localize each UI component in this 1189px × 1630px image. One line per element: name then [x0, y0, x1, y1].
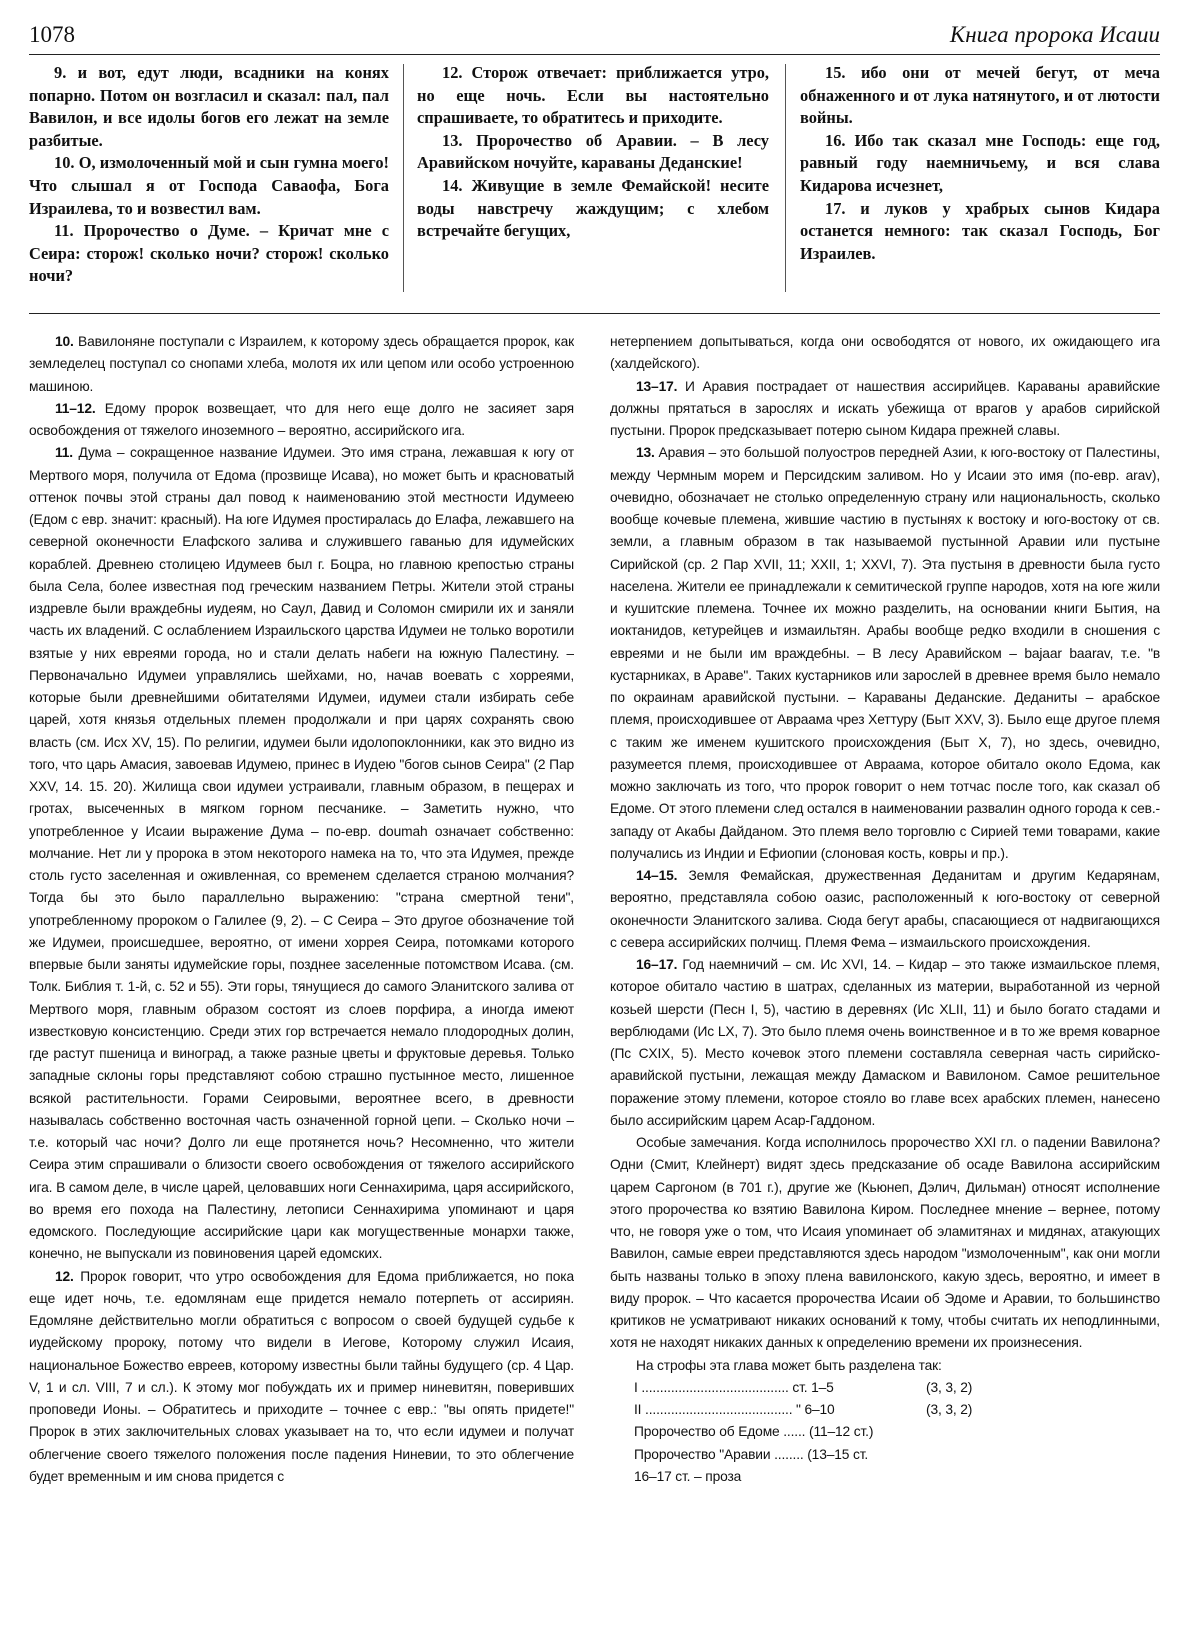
- verse: 17. и луков у храбрых сынов Кидара останется немного: так сказал Господь, Бог Израилев.: [800, 198, 1160, 263]
- verse-ref: 12.: [55, 1268, 74, 1284]
- commentary-text: нетерпением допытываться, когда они освободятся от нового, их ожидающего ига (халдейского).: [610, 334, 1160, 372]
- header-rule: [29, 54, 1160, 55]
- verse: 15. ибо они от мечей бегут, от меча обнаженного и от лука натянутого, и от лютости войны.: [800, 63, 1160, 128]
- commentary-paragraph: [29, 331, 574, 398]
- scripture-column-2: [417, 62, 769, 308]
- page-number: 1078: [29, 22, 75, 47]
- verse-ref: 13–17.: [636, 378, 678, 394]
- strophe-label: I ........................................ ст. 1–5: [634, 1379, 834, 1395]
- strophe-label: II ........................................ " 6–10: [634, 1402, 835, 1417]
- commentary-paragraph: [610, 376, 1160, 443]
- scripture-column-1: [29, 62, 389, 308]
- commentary-paragraph: [610, 442, 1160, 865]
- commentary-paragraph: [610, 1355, 1160, 1377]
- verse-ref: 11.: [55, 445, 73, 461]
- section-rule: [29, 313, 1160, 314]
- verse: 16. Ибо так сказал мне Господь: еще год, равный году наемничьему, и вся слава Кидарова исчезнет,: [800, 130, 1160, 195]
- strophe-row: [634, 1399, 1160, 1421]
- commentary-paragraph: [29, 1266, 574, 1489]
- running-title: Книга пророка Исаии: [949, 22, 1160, 47]
- verse-ref: 11–12.: [55, 400, 96, 416]
- commentary-paragraph: [610, 331, 1160, 376]
- scripture-column-3: [800, 62, 1160, 308]
- page-header: [29, 20, 1160, 54]
- strophe-label: 16–17 ст. – проза: [634, 1468, 742, 1484]
- strophe-row: [634, 1421, 1160, 1443]
- strophe-label: Пророчество об Едоме ...... (11–12 ст.): [634, 1424, 874, 1440]
- commentary-column-right: [610, 331, 1160, 1621]
- strophe-table: [634, 1377, 1160, 1488]
- verse-ref: 14–15.: [636, 868, 678, 883]
- commentary-text: На строфы эта глава может быть разделена так:: [636, 1357, 942, 1373]
- verse-ref: 13.: [636, 445, 655, 461]
- commentary-text: Аравия – это большой полуостров передней Азии, к юго-востоку от Палестины, между Чермным морем и Персидским заливом. Но у Исаии это имя (по-евр. arav), очевидно, обозначает не столько определенную страну или национальность, сколько вообще кочевые племена, жившие частию в пустынях к востоку и юго-востоку от св. земли, а главным образом в так называемой пустынной Аравии или пустыне Сирийской (ср. 2 Пар XVII, 11; XXII, 1; XXVI, 7). Эта пустыня в древности была густо населена. Жители ее принадлежали к семитической группе народов, хотя на юге жили и кушитские племена. Точнее их можно разделить, на основании книги Бытия, на иоктанидов, кетурейцев и измаильтян. Арабы вообще редко входили в сношения с евреями и не были им враждебны. – В лесу Аравийском – bajaar baarav, т.е. "в кустарниках, в Араве". Таких кустарников или зарослей в древнее время было немало по окраинам аравийской пустыни. – Караваны Деданские. Деданиты – арабское племя, происходившее от Авраама чрез Хеттуру (Быт XXV, 3). Было еще другое племя с таким же именем кушитского происхождения (Быт X, 7), но здесь, очевидно, разумеется племя, происходившее от Авраама, которое обитало около Едома, как можно заключать из того, что пророк говорит о нем тотчас после того, как сказал об Едоме. От этого племени след остался в наименовании развалин одного города к сев.-западу от Акабы Дайданом. Это племя вело торговлю с Сирией теми товарами, какие получались из Индии и Ефиопии (слоновая кость, ковры и пр.).: [610, 445, 1160, 861]
- commentary-column-left: [29, 331, 574, 1621]
- strophe-pattern: (3, 3, 2): [926, 1402, 973, 1417]
- commentary-paragraph: [29, 398, 574, 443]
- strophe-row: [634, 1444, 1160, 1466]
- verse: 12. Сторож отвечает: приближается утро, но еще ночь. Если вы настоятельно спрашиваете, то обратитесь и приходите.: [417, 63, 769, 128]
- verse: 10. О, измолоченный мой и сын гумна моего! Что слышал я от Господа Саваофа, Бога Израилева, то и возвестил вам.: [29, 153, 389, 218]
- column-separator: [403, 64, 404, 292]
- commentary-text: И Аравия пострадает от нашествия ассирийцев. Караваны аравийские должны прятаться в зарослях и искать убежища от врагов у арабов сирийской пустыни. Пророк предсказывает потерю сыном Кидара прежней славы.: [610, 378, 1160, 438]
- column-separator: [785, 64, 786, 292]
- strophe-pattern: (3, 3, 2): [926, 1379, 973, 1395]
- commentary-text: Особые замечания. Когда исполнилось пророчество XXI гл. о падении Вавилона? Одни (Смит, Клейнерт) видят здесь предсказание об осаде Вавилона ассирийским царем Саргоном (в 701 г.), другие же (Кьюнеп, Дэлич, Дильман) относят исполнение этого пророчества ко взятию Вавилона Киром. Последнее мнение – вернее, потому что, не говоря уже о том, что Исаия упоминает об эламитянах и мидянах, атакующих Вавилон, самые евреи представляются здесь народом "измолоченным", как они могли быть названы только в эпоху плена вавилонского, какую здесь, вероятно, и имеет в виду пророк. – Что касается пророчества Исаии об Эдоме и Аравии, то большинство критиков не усматривают никаких оснований к тому, чтобы считать их неподлинными, хотя не находят никаких данных к определению времени их произнесения.: [610, 1135, 1160, 1351]
- commentary-paragraph: [610, 954, 1160, 1132]
- commentary-text: Земля Фемайская, дружественная Деданитам и другим Кедарянам, вероятно, представляла собою оазис, расположенный к юго-востоку от северной оконечности Эланитского залива. Сюда бегут арабы, спасающиеся от надвигающихся с севера ассирийских полчищ. Племя Фема – измаильского происхождения.: [610, 868, 1160, 950]
- strophe-row: [634, 1377, 1160, 1399]
- verse: 14. Живущие в земле Фемайской! несите воды навстречу жаждущим; с хлебом встречайте бегущих,: [417, 175, 769, 241]
- strophe-label: Пророчество "Аравии ........ (13–15 ст.: [634, 1446, 869, 1462]
- commentary-text: Дума – сокращенное название Идумеи. Это имя страна, лежавшая к югу от Мертвого моря, получила от Едома (прозвище Исава), но может быть и красноватый оттенок почвы этой страны дал повод к наименованию этой местности Идумеею (Едом с евр. значит: красный). На юге Идумея простиралась до Елафа, лежавшего на северной оконечности Елафского залива и служившего гаванью для идумейских кораблей. Древнею столицею Идумеев был г. Боцра, но главною крепостью страны была Села, более известная под греческим названием Петры. Жители этой страны издревле были враждебны иудеям, но Саул, Давид и Соломон смирили их и заняли часть их владений. С ослаблением Израильского царства Идумеи не только воротили взятые у них евреями города, но и стали делать набеги на южную Палестину. – Первоначально Идумеи управлялись шейхами, но, начав воевать с хорреями, которые были древнейшими обитателями Идумеи, идумеи стали избирать себе царей, хотя князья отдельных племен продолжали и при царях сохранять свою власть (см. Исх XV, 15). По религии, идумеи были идолопоклонники, как это видно из того, что царь Амасия, завоевав Идумею, принес в Иудею "богов сынов Сеира" (2 Пар XXV, 14. 15. 20). Жилища свои идумеи устраивали, главным образом, в пещерах и гротах, высеченных в мягком горном песчанике. – Заметить нужно, что употребленное у Исаии выражение Дума – по-евр. doumah означает собственно: молчание. Нет ли у пророка в этом некоторого намека на то, что эта Идумея, прежде столь густо заселенная и оживленная, со временем сделается страною молчания? Тогда бы это было параллельно выражению: "страна смертной тени", употребленному пророком о Галилее (9, 2). – С Сеира – Это другое обозначение той же Идумеи, происшедшее, вероятно, от имени хоррея Сеира, потомками которого впервые были заняты идумейские горы, позднее заселенные потомством Исава. (см. Толк. Библия т. 1-й, с. 52 и 55). Эти горы, тянущиеся до самого Эланитского залива от Мертвого моря, главным образом состоят из слоев порфира, а иногда имеют известковую консистенцию. Среди этих гор встречается немало плодородных долин, где растут пшеница и виноград, а также разные цветы и фруктовые деревья. Только западные склоны горы представляют собою страшно пустынное место, лишенное всякой растительности. Горами Сеировыми, вероятнее всего, в древности называлась собственно восточная часть означенной горной цепи. – Сколько ночи – т.е. который час ночи? Долго ли еще протянется ночь? Несомненно, что жители Сеира этим спрашивали о близости своего освобождения от тяжелого ассирийского ига. В самом деле, в числе царей, целовавших ноги Сеннахирима, царя ассирийского, во время его похода на Палестину, летописи Сеннахирима упоминают и царя едомского. Последующие ассирийские цари как могущественные монархи также, конечно, не выпускали из повиновения царей едомских.: [29, 445, 574, 1262]
- verse: 11. Пророчество о Думе. – Кричат мне с Сеира: сторож! сколько ночи? сторож! сколько ночи?: [29, 221, 389, 286]
- commentary-paragraph: [610, 1132, 1160, 1355]
- commentary-paragraph: [29, 442, 574, 1265]
- verse: 9. и вот, едут люди, всадники на конях попарно. Потом он возгласил и сказал: пал, пал Вавилон, и все идолы богов его лежат на земле разбитые.: [29, 63, 389, 150]
- commentary-text: Пророк говорит, что утро освобождения для Едома приближается, но пока еще идет ночь, т.е. едомлянам еще придется немало потерпеть от ассириян. Едомляне действительно могли обратиться с вопросом о своей будущей судьбе к иудейскому пророку, потому что видели в Иегове, Которому служил Исаия, национальное Божество евреев, которому известны были тайны будущего (ср. 4 Цар. V, 1 и сл. VIII, 7 и сл.). К этому мог побуждать их и пример ниневитян, поверивших проповеди Ионы. – Обратитесь и приходите – точнее с евр.: "вы опять придете!" Пророк в этих заключительных словах указывает на то, что если идумеи и получат облегчение своего тяжелого положения после падения Ниневии, то это облегчение будет временным и им снова придется с: [29, 1268, 574, 1484]
- verse: 13. Пророчество об Аравии. – В лесу Аравийском ночуйте, караваны Деданские!: [417, 130, 769, 173]
- commentary-text: Год наемничий – см. Ис XVI, 14. – Кидар – это также измаильское племя, которое обитало частию в шатрах, сделанных из материи, выработанной из черной козьей шерсти (Песн I, 5), частию в деревнях (Ис XLII, 11) и было богато стадами и верблюдами (Ис LX, 7). Это было племя очень воинственное и в то же время коварное (Пс CXIX, 5). Место кочевок этого племени составляла северная часть сирийско-аравийской пустыни, лежащая между Дамаском и Вавилоном. Самое решительное поражение этому племени, которое стояло во главе всех арабских племен, нанесено было ассирийским царем Асар-Гаддоном.: [610, 957, 1160, 1128]
- commentary-paragraph: [610, 865, 1160, 954]
- verse-ref: 10.: [55, 334, 74, 349]
- verse-ref: 16–17.: [636, 957, 678, 972]
- commentary-text: Едому пророк возвещает, что для него еще долго не засияет заря освобождения от тяжелого иноземного – вероятно, ассирийского ига.: [29, 400, 574, 438]
- strophe-row: [634, 1466, 1160, 1488]
- commentary-text: Вавилоняне поступали с Израилем, к которому здесь обращается пророк, как земледелец поступал со снопами хлеба, молотя их или цепом или особо устроенною машиною.: [29, 334, 574, 394]
